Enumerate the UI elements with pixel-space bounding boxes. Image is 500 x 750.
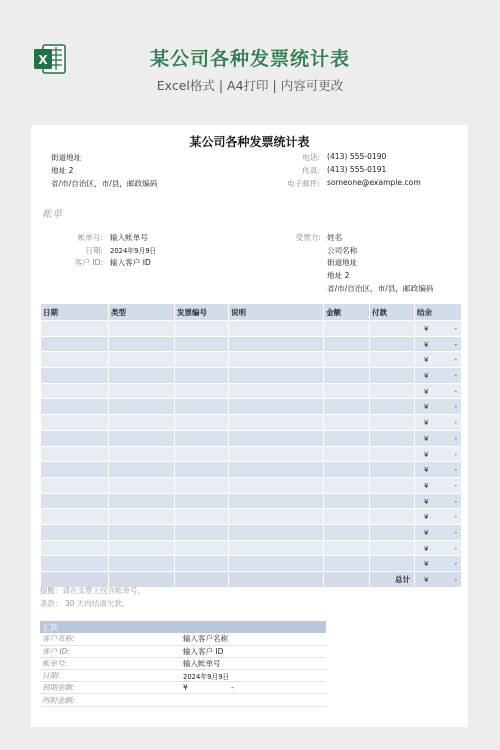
balance-value: - — [454, 419, 457, 428]
remit-value: 输入客户 ID — [183, 646, 224, 656]
remit-value: 输入帐单号 — [183, 658, 221, 668]
remit-value: 2024年9月9日 — [183, 672, 230, 681]
table-cell[interactable] — [229, 383, 324, 399]
table-cell[interactable] — [109, 477, 175, 493]
table-cell[interactable] — [370, 477, 415, 493]
table-cell[interactable] — [41, 368, 109, 384]
table-cell[interactable] — [229, 446, 324, 462]
col-header-type: 类型 — [109, 304, 175, 321]
balance-cell[interactable] — [415, 446, 462, 462]
remit-value-cell[interactable] — [183, 670, 326, 682]
table-cell[interactable] — [370, 493, 415, 509]
table-cell[interactable] — [324, 321, 370, 337]
table-cell[interactable] — [370, 556, 415, 572]
email-value: someone@example.com — [327, 178, 421, 187]
total-label: 总计 — [370, 572, 415, 588]
currency-symbol: ¥ — [424, 434, 429, 443]
reminder-note: 提醒：请在支票上包含帐单号。 — [40, 586, 145, 595]
table-cell[interactable] — [109, 540, 175, 556]
balance-cell[interactable] — [415, 430, 462, 446]
balance-cell[interactable] — [415, 383, 462, 399]
table-cell[interactable] — [324, 430, 370, 446]
recipient-city: 省/市/自治区，市/县，邮政编码 — [327, 284, 434, 293]
customer-id-value: 输入客户 ID — [110, 258, 151, 267]
balance-value: - — [454, 513, 457, 522]
company-street: 街道地址 — [51, 153, 82, 162]
table-cell[interactable] — [370, 415, 415, 431]
table-cell[interactable] — [41, 321, 109, 337]
table-cell[interactable] — [370, 321, 415, 337]
remit-value-cell[interactable] — [183, 657, 326, 669]
balance-cell[interactable] — [415, 509, 462, 525]
table-cell[interactable] — [41, 524, 109, 540]
table-cell[interactable] — [41, 415, 109, 431]
table-cell[interactable] — [175, 383, 229, 399]
table-cell[interactable] — [175, 430, 229, 446]
recipient-label: 受票方: — [295, 233, 321, 242]
total-value: - — [454, 576, 457, 584]
table-cell[interactable] — [109, 352, 175, 368]
table-cell[interactable] — [41, 493, 109, 509]
table-cell[interactable] — [229, 321, 324, 337]
balance-value: - — [454, 450, 457, 459]
balance-cell[interactable] — [415, 462, 462, 478]
table-cell[interactable] — [41, 556, 109, 572]
table-cell[interactable] — [370, 462, 415, 478]
total-currency: ¥ — [424, 576, 429, 584]
table-cell[interactable] — [324, 399, 370, 415]
currency-symbol: ¥ — [424, 544, 429, 553]
table-cell[interactable] — [41, 383, 109, 399]
balance-cell[interactable] — [415, 352, 462, 368]
balance-cell[interactable] — [415, 336, 462, 352]
table-cell[interactable] — [109, 383, 175, 399]
email-label: 电子邮件: — [287, 179, 320, 188]
remit-label: 到期金额: — [40, 682, 183, 694]
fax-label: 传真: — [302, 166, 320, 175]
table-row — [41, 446, 462, 462]
subtitle: Excel格式 | A4打印 | 内容可更改 — [156, 78, 344, 93]
table-row — [41, 399, 462, 415]
table-cell[interactable] — [370, 352, 415, 368]
table-row — [41, 321, 462, 337]
table-cell[interactable] — [175, 540, 229, 556]
table-row — [41, 540, 462, 556]
table-row — [41, 462, 462, 478]
table-cell[interactable] — [41, 462, 109, 478]
table-cell[interactable] — [324, 493, 370, 509]
table-row — [41, 430, 462, 446]
currency-symbol: ¥ — [424, 497, 429, 506]
table-row — [41, 493, 462, 509]
balance-value: - — [454, 387, 457, 396]
remittance-row — [40, 645, 326, 657]
col-header-date: 日期 — [41, 304, 109, 321]
remit-currency: ¥ — [183, 683, 188, 693]
table-cell[interactable] — [229, 336, 324, 352]
balance-value: - — [454, 528, 457, 537]
currency-symbol: ¥ — [424, 560, 429, 569]
remit-label: 所附金额: — [40, 694, 183, 706]
table-row — [41, 368, 462, 384]
svg-text:X: X — [38, 53, 48, 67]
balance-cell[interactable] — [415, 368, 462, 384]
table-cell[interactable] — [229, 477, 324, 493]
col-header-amount: 金额 — [324, 304, 370, 321]
table-cell[interactable] — [324, 462, 370, 478]
table-row — [41, 415, 462, 431]
currency-symbol: ¥ — [424, 403, 429, 412]
balance-value: - — [454, 466, 457, 475]
table-cell[interactable] — [109, 430, 175, 446]
table-cell[interactable] — [324, 524, 370, 540]
table-cell[interactable] — [109, 462, 175, 478]
balance-cell[interactable] — [415, 524, 462, 540]
table-cell[interactable] — [175, 446, 229, 462]
remit-value-cell[interactable] — [183, 682, 326, 694]
recipient-name: 姓名 — [327, 233, 343, 242]
table-cell[interactable] — [109, 446, 175, 462]
total-empty-cell — [229, 572, 324, 588]
table-cell[interactable] — [370, 336, 415, 352]
phone-value: (413) 555-0190 — [327, 152, 387, 161]
currency-symbol: ¥ — [424, 481, 429, 490]
remittance-title: 汇款 — [40, 621, 326, 633]
remit-label: 日期: — [40, 670, 183, 682]
table-cell[interactable] — [175, 321, 229, 337]
table-cell[interactable] — [229, 524, 324, 540]
date-value: 2024年9月9日 — [110, 247, 157, 255]
col-header-invoice-number: 发票编号 — [175, 304, 229, 321]
page-header — [0, 0, 500, 112]
remit-value-cell[interactable] — [183, 645, 326, 657]
table-cell[interactable] — [229, 352, 324, 368]
table-cell[interactable] — [229, 556, 324, 572]
col-header-description: 说明 — [229, 304, 324, 321]
balance-cell[interactable] — [415, 399, 462, 415]
terms-note: 条款： 30 天内结清欠款。 — [40, 599, 130, 608]
recipient-company: 公司名称 — [327, 246, 358, 255]
section-title: 帐单 — [42, 209, 62, 220]
invoice-sheet — [31, 125, 468, 727]
currency-symbol: ¥ — [424, 513, 429, 522]
table-cell[interactable] — [229, 399, 324, 415]
currency-symbol: ¥ — [424, 356, 429, 365]
balance-value: - — [454, 544, 457, 553]
currency-symbol: ¥ — [424, 450, 429, 459]
table-cell[interactable] — [175, 399, 229, 415]
table-cell[interactable] — [109, 556, 175, 572]
table-cell[interactable] — [175, 336, 229, 352]
table-cell[interactable] — [324, 509, 370, 525]
account-label: 帐单号: — [77, 233, 103, 242]
table-cell[interactable] — [175, 477, 229, 493]
table-cell[interactable] — [370, 509, 415, 525]
balance-cell[interactable] — [415, 556, 462, 572]
table-cell[interactable] — [229, 493, 324, 509]
table-cell[interactable] — [370, 368, 415, 384]
remit-value-cell[interactable] — [183, 694, 326, 706]
currency-symbol: ¥ — [424, 387, 429, 396]
col-header-payment: 付款 — [370, 304, 415, 321]
table-cell[interactable] — [41, 352, 109, 368]
company-address2: 地址 2 — [51, 166, 74, 175]
table-row — [41, 352, 462, 368]
table-row — [41, 509, 462, 525]
invoice-table — [40, 303, 462, 588]
table-cell[interactable] — [41, 399, 109, 415]
table-cell[interactable] — [109, 493, 175, 509]
remit-label: 客户 ID: — [40, 645, 183, 657]
table-cell[interactable] — [370, 446, 415, 462]
table-cell[interactable] — [324, 556, 370, 572]
table-cell[interactable] — [324, 383, 370, 399]
table-cell[interactable] — [175, 493, 229, 509]
balance-value: - — [454, 497, 457, 506]
remittance-row — [40, 682, 326, 694]
table-row — [41, 383, 462, 399]
table-cell[interactable] — [324, 477, 370, 493]
table-cell[interactable] — [41, 336, 109, 352]
fax-value: (413) 555-0191 — [327, 165, 387, 174]
balance-cell[interactable] — [415, 477, 462, 493]
col-header-balance: 结余 — [415, 304, 462, 321]
table-row — [41, 556, 462, 572]
remit-label: 客户名称: — [40, 633, 183, 645]
table-cell[interactable] — [175, 556, 229, 572]
balance-cell[interactable] — [415, 493, 462, 509]
table-cell[interactable] — [175, 509, 229, 525]
table-cell[interactable] — [41, 540, 109, 556]
table-cell[interactable] — [229, 540, 324, 556]
table-cell[interactable] — [109, 524, 175, 540]
table-header-row — [41, 304, 462, 321]
table-cell[interactable] — [229, 415, 324, 431]
currency-symbol: ¥ — [424, 372, 429, 381]
balance-value: - — [454, 325, 457, 333]
table-cell[interactable] — [175, 352, 229, 368]
table-cell[interactable] — [175, 462, 229, 478]
balance-value: - — [454, 560, 457, 569]
company-city: 省/市/自治区，市/县，邮政编码 — [51, 179, 158, 188]
table-row — [41, 477, 462, 493]
table-cell[interactable] — [370, 399, 415, 415]
balance-value: - — [454, 403, 457, 412]
table-cell[interactable] — [229, 462, 324, 478]
balance-cell[interactable] — [415, 540, 462, 556]
phone-label: 电话: — [302, 153, 320, 162]
table-cell[interactable] — [370, 540, 415, 556]
balance-cell[interactable] — [415, 415, 462, 431]
table-cell[interactable] — [109, 336, 175, 352]
table-cell[interactable] — [324, 352, 370, 368]
table-cell[interactable] — [41, 477, 109, 493]
table-cell[interactable] — [175, 524, 229, 540]
table-cell[interactable] — [109, 399, 175, 415]
balance-value: - — [454, 481, 457, 490]
recipient-street: 街道地址 — [327, 258, 358, 267]
total-empty-cell — [324, 572, 370, 588]
table-cell[interactable] — [370, 430, 415, 446]
recipient-address2: 地址 2 — [327, 271, 350, 280]
main-title: 某公司各种发票统计表 — [149, 48, 350, 70]
currency-symbol: ¥ — [424, 325, 429, 333]
table-cell[interactable] — [229, 368, 324, 384]
account-value: 输入帐单号 — [110, 233, 148, 242]
table-row — [41, 524, 462, 540]
remittance-row — [40, 657, 326, 669]
table-cell[interactable] — [324, 415, 370, 431]
remittance-table — [40, 621, 326, 707]
doc-title: 某公司各种发票统计表 — [189, 135, 310, 149]
table-cell[interactable] — [41, 446, 109, 462]
remit-label: 帐单号: — [40, 657, 183, 669]
balance-cell[interactable] — [415, 321, 462, 337]
table-cell[interactable] — [109, 321, 175, 337]
table-cell[interactable] — [229, 430, 324, 446]
table-cell[interactable] — [324, 540, 370, 556]
table-cell[interactable] — [324, 368, 370, 384]
remittance-row — [40, 633, 326, 645]
table-cell[interactable] — [41, 509, 109, 525]
currency-symbol: ¥ — [424, 419, 429, 428]
table-cell[interactable] — [175, 415, 229, 431]
table-cell[interactable] — [324, 336, 370, 352]
table-row — [41, 336, 462, 352]
total-balance — [415, 572, 462, 588]
currency-symbol: ¥ — [424, 340, 429, 349]
currency-symbol: ¥ — [424, 528, 429, 537]
table-cell[interactable] — [229, 509, 324, 525]
total-empty-cell — [175, 572, 229, 588]
remit-amount: - — [231, 683, 234, 693]
date-label: 日期: — [85, 246, 103, 255]
remittance-row — [40, 670, 326, 682]
remit-value: 输入客户名称 — [183, 634, 228, 644]
balance-value: - — [454, 340, 457, 349]
table-cell[interactable] — [370, 383, 415, 399]
table-cell[interactable] — [109, 509, 175, 525]
table-cell[interactable] — [41, 430, 109, 446]
remittance-row — [40, 694, 326, 706]
table-cell[interactable] — [370, 524, 415, 540]
remit-value-cell[interactable] — [183, 633, 326, 645]
balance-value: - — [454, 434, 457, 443]
table-cell[interactable] — [109, 415, 175, 431]
balance-value: - — [454, 372, 457, 381]
table-cell[interactable] — [109, 368, 175, 384]
table-cell[interactable] — [175, 368, 229, 384]
table-cell[interactable] — [324, 446, 370, 462]
customer-id-label: 客户 ID: — [74, 258, 103, 267]
currency-symbol: ¥ — [424, 466, 429, 475]
balance-value: - — [454, 356, 457, 365]
